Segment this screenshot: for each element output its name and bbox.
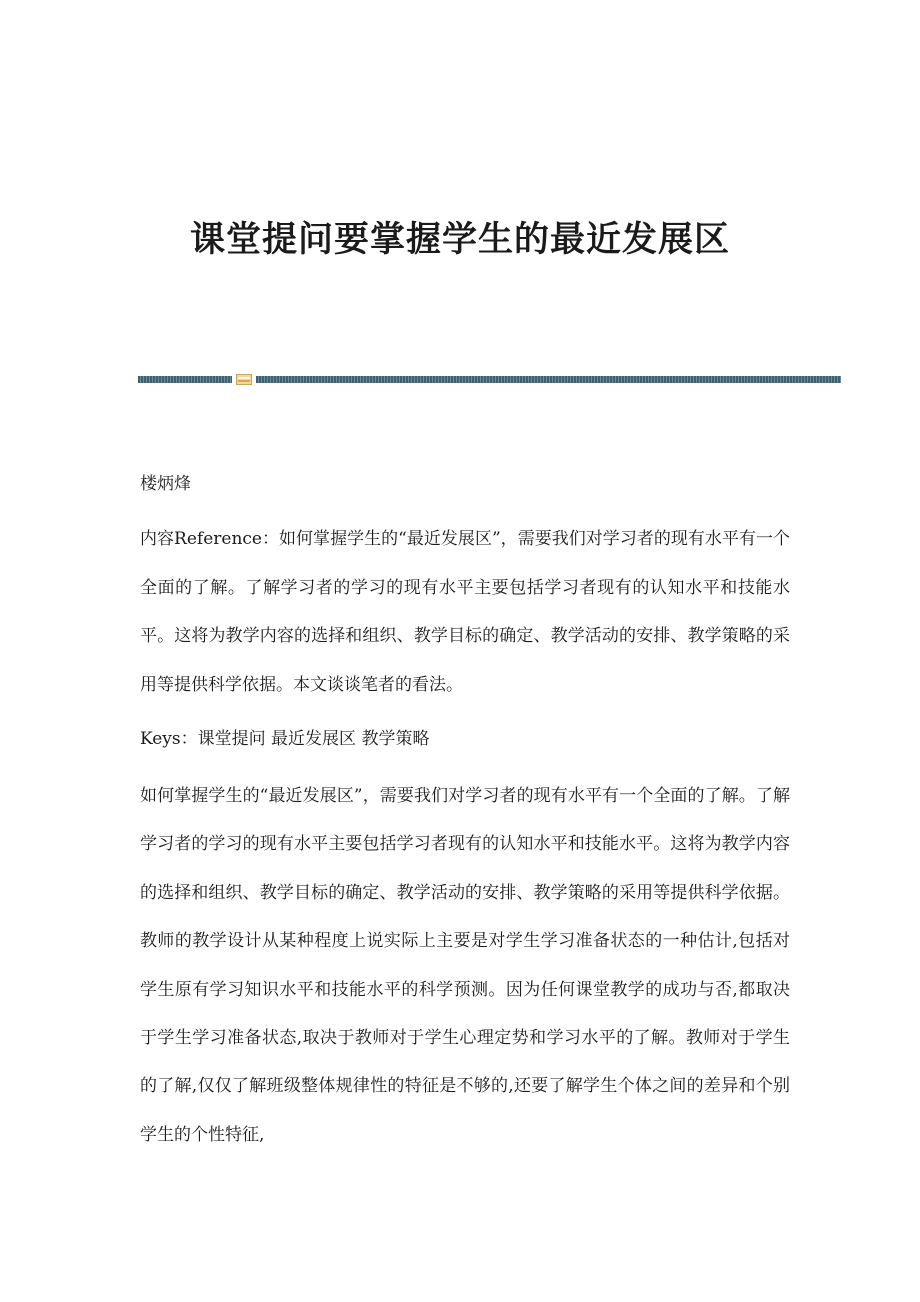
document-title: 课堂提问要掌握学生的最近发展区: [189, 219, 730, 260]
title-divider: [138, 374, 841, 384]
author-name: 楼炳烽: [140, 474, 191, 494]
divider-bar-right: [256, 376, 841, 383]
divider-bar-left: [138, 376, 232, 383]
abstract-paragraph: 内容Reference：如何掌握学生的“最近发展区”，需要我们对学习者的现有水平有一个全面的了解。了解学习者的学习的现有水平主要包括学习者现有的认知水平和技能水平。这将为教学内容的选择和组织、教学目标的确定、教学活动的安排、教学策略的采用等提供科学依据。本文谈谈笔者的看法。: [140, 529, 790, 695]
body-paragraph: 如何掌握学生的“最近发展区”，需要我们对学习者的现有水平有一个全面的了解。了解学习者的学习的现有水平主要包括学习者现有的认知水平和技能水平。这将为教学内容的选择和组织、教学目标的确定、教学活动的安排、教学策略的采用等提供科学依据。教师的教学设计从某种程度上说实际上主要是对学生学习准备状态的一种估计,包括对学生原有学习知识水平和技能水平的科学预测。因为任何课堂教学的成功与否,都取决于学生学习准备状态,取决于教师对于学生心理定势和学习水平的了解。教师对于学生的了解,仅仅了解班级整体规律性的特征是不够的,还要了解学生个体之间的差异和个别学生的个性特征,: [140, 786, 790, 1145]
divider-ornament-icon: [236, 374, 252, 385]
keywords-line: Keys：课堂提问 最近发展区 教学策略: [140, 729, 430, 749]
